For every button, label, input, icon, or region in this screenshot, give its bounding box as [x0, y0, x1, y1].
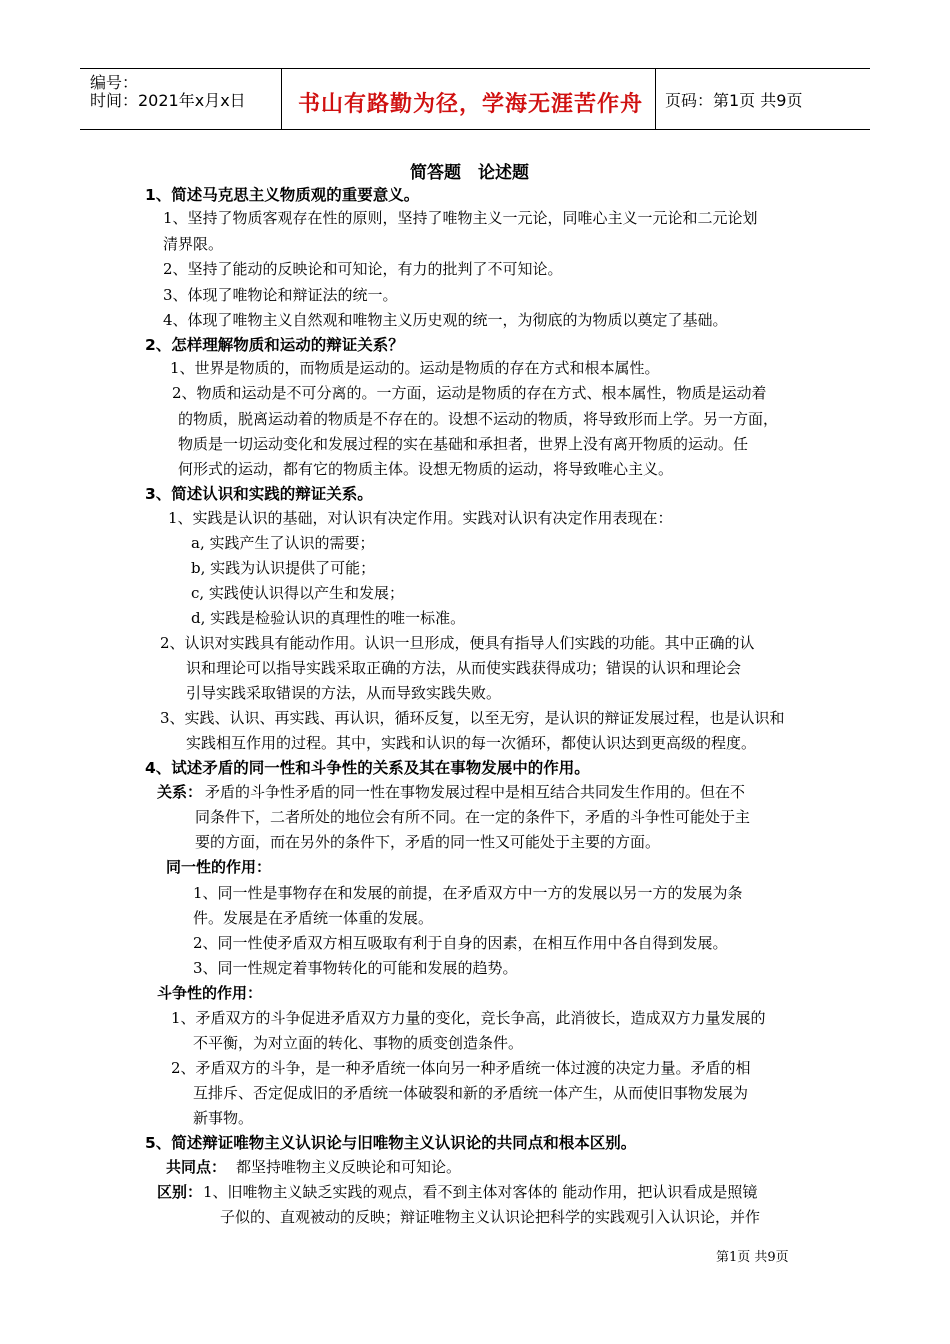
- q2-line-3: 的物质，脱离运动着的物质是不存在的。设想不运动的物质，将导致形而上学。另一方面，: [178, 410, 779, 428]
- q2-line-2: 2、物质和运动是不可分离的。一方面，运动是物质的存在方式、根本属性，物质是运动着: [172, 384, 767, 402]
- q3-item-a: a, 实践产生了认识的需要；: [191, 534, 375, 552]
- q1-line-3: 2、坚持了能动的反映论和可知论，有力的批判了不可知论。: [163, 260, 563, 278]
- q1-line-5: 4、体现了唯物主义自然观和唯物主义历史观的统一，为彻底的为物质以奠定了基础。: [163, 311, 728, 329]
- header-divider-right: [655, 68, 656, 130]
- q3-line-4: 引导实践采取错误的方法，从而导致实践失败。: [186, 684, 502, 702]
- q4-relation-line-2: 同条件下，二者所处的地位会有所不同。在一定的条件下，矛盾的斗争性可能处于主: [195, 808, 751, 826]
- q4-identity-label: 同一性的作用：: [166, 858, 272, 876]
- q3-line-2: 2、认识对实践具有能动作用。认识一旦形成，便具有指导人们实践的功能。其中正确的认: [160, 634, 755, 652]
- header-divider-left: [281, 68, 282, 130]
- q3-line-1: 1、实践是认识的基础，对认识有决定作用。实践对认识有决定作用表现在：: [168, 509, 673, 527]
- q3-line-5: 3、实践、认识、再实践、再认识，循环反复，以至无穷，是认识的辩证发展过程，也是认识和: [160, 709, 785, 727]
- q4-identity-line-3: 2、同一性使矛盾双方相互吸取有利于自身的因素，在相互作用中各自得到发展。: [193, 934, 728, 952]
- header-bottom-rule: [80, 129, 870, 130]
- q5-difference-line-2: 子似的、直观被动的反映；辩证唯物主义认识论把科学的实践观引入认识论，并作: [220, 1208, 761, 1226]
- q5-difference-label: 区别：: [157, 1183, 203, 1201]
- question-5: 5、简述辩证唯物主义认识论与旧唯物主义认识论的共同点和根本区别。: [145, 1134, 637, 1152]
- question-4: 4、试述矛盾的同一性和斗争性的关系及其在事物发展中的作用。: [145, 759, 590, 777]
- q4-struggle-line-5: 新事物。: [193, 1109, 254, 1127]
- q4-relation-label: 关系：: [157, 783, 203, 801]
- q4-identity-line-4: 3、同一性规定着事物转化的可能和发展的趋势。: [193, 959, 518, 977]
- header-time-label: 时间：2021年x月x日: [90, 91, 246, 110]
- header-top-rule: [80, 68, 870, 69]
- q4-struggle-line-3: 2、矛盾双方的斗争，是一种矛盾统一体向另一种矛盾统一体过渡的决定力量。矛盾的相: [171, 1059, 751, 1077]
- header-page-label: 页码：第1页 共9页: [665, 91, 803, 110]
- q3-line-3: 识和理论可以指导实践采取正确的方法，从而使实践获得成功；错误的认识和理论会: [186, 659, 742, 677]
- header-number-label: 编号：: [90, 73, 139, 92]
- q4-struggle-line-1: 1、矛盾双方的斗争促进矛盾双方力量的变化，竞长争高，此消彼长，造成双方力量发展的: [171, 1009, 766, 1027]
- question-1: 1、简述马克思主义物质观的重要意义。: [145, 186, 420, 204]
- q2-line-1: 1、世界是物质的，而物质是运动的。运动是物质的存在方式和根本属性。: [170, 359, 660, 377]
- q5-common-label: 共同点：: [166, 1158, 227, 1176]
- q2-line-5: 何形式的运动，都有它的物质主体。设想无物质的运动，将导致唯心主义。: [178, 460, 674, 478]
- question-2: 2、怎样理解物质和运动的辩证关系？: [145, 336, 404, 354]
- q2-line-4: 物质是一切运动变化和发展过程的实在基础和承担者，世界上没有离开物质的运动。任: [178, 435, 749, 453]
- q4-identity-line-2: 件。发展是在矛盾统一体重的发展。: [193, 909, 434, 927]
- header-motto: 书山有路勤为径，学海无涯苦作舟: [298, 92, 644, 117]
- q3-item-b: b, 实践为认识提供了可能；: [191, 559, 376, 577]
- q3-item-c: c, 实践使认识得以产生和发展；: [191, 584, 404, 602]
- q4-identity-line-1: 1、同一性是事物存在和发展的前提，在矛盾双方中一方的发展以另一方的发展为条: [193, 884, 743, 902]
- q5-difference-line-1: 1、旧唯物主义缺乏实践的观点，看不到主体对客体的 能动作用，把认识看成是照镜: [203, 1183, 758, 1201]
- q4-struggle-line-2: 不平衡，为对立面的转化、事物的质变创造条件。: [193, 1034, 524, 1052]
- q1-line-1: 1、坚持了物质客观存在性的原则，坚持了唯物主义一元论，同唯心主义一元论和二元论划: [163, 209, 758, 227]
- page-title: 简答题 论述题: [410, 163, 529, 183]
- q3-item-d: d, 实践是检验认识的真理性的唯一标准。: [191, 609, 466, 627]
- q4-struggle-line-4: 互排斥、否定促成旧的矛盾统一体破裂和新的矛盾统一体产生，从而使旧事物发展为: [193, 1084, 749, 1102]
- q4-relation-line-1: 矛盾的斗争性矛盾的同一性在事物发展过程中是相互结合共同发生作用的。但在不: [205, 783, 746, 801]
- q1-line-2: 清界限。: [163, 235, 224, 253]
- question-3: 3、简述认识和实践的辩证关系。: [145, 485, 373, 503]
- q4-relation-line-3: 要的方面，而在另外的条件下，矛盾的同一性又可能处于主要的方面。: [195, 833, 661, 851]
- q5-common-text: 都坚持唯物主义反映论和可知论。: [236, 1158, 462, 1176]
- q1-line-4: 3、体现了唯物论和辩证法的统一。: [163, 286, 398, 304]
- q3-line-6: 实践相互作用的过程。其中，实践和认识的每一次循环，都使认识达到更高级的程度。: [186, 734, 757, 752]
- page-footer: 第1页 共9页: [716, 1250, 789, 1265]
- q4-struggle-label: 斗争性的作用：: [157, 984, 263, 1002]
